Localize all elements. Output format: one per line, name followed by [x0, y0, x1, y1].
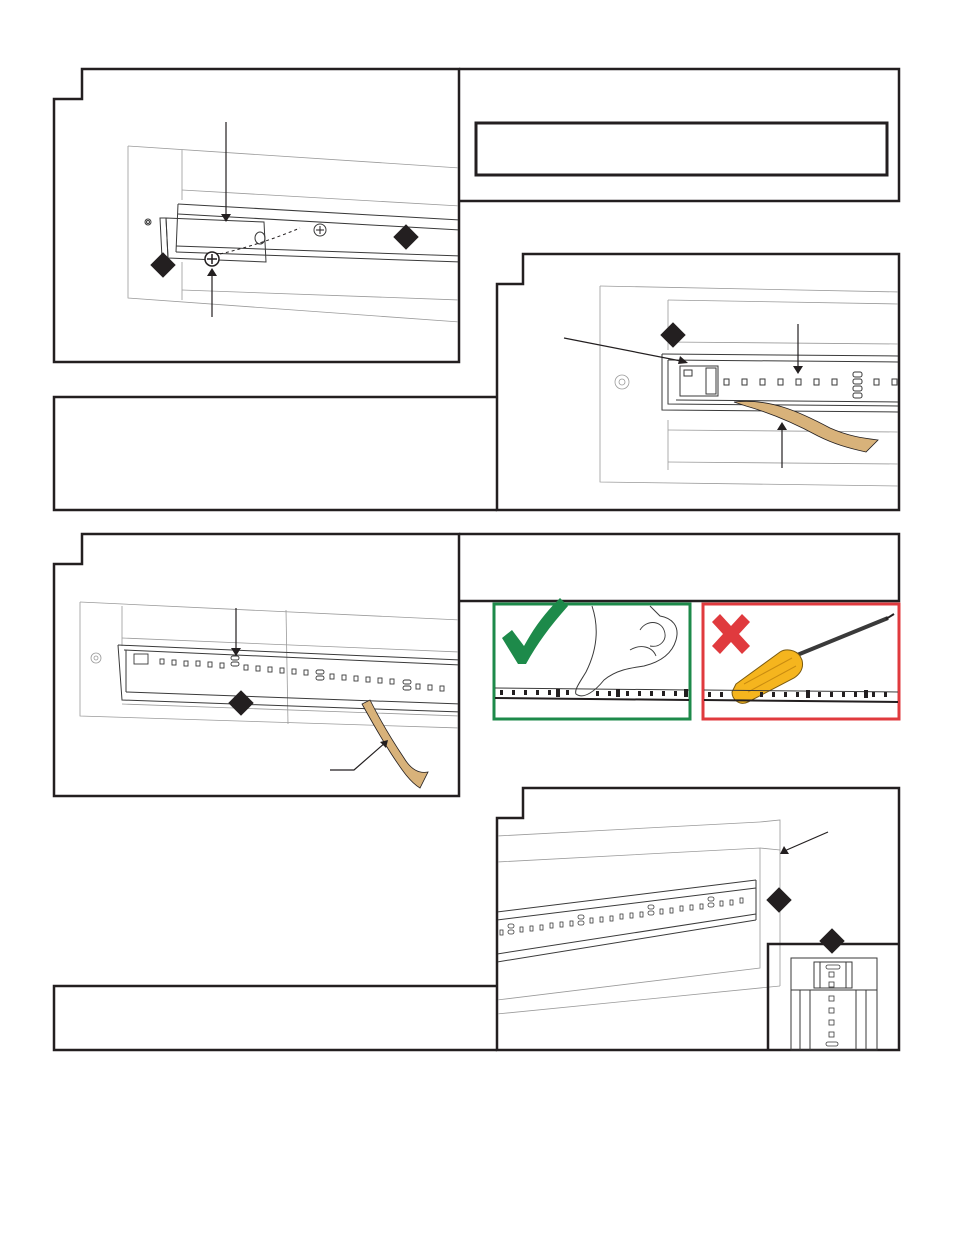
callout-diamond-d1	[766, 887, 791, 912]
led-row-d	[500, 897, 743, 935]
led-row-b	[724, 372, 897, 398]
led-row-c	[134, 654, 444, 691]
step-panel-4	[497, 788, 899, 1050]
correct-method-panel	[494, 598, 690, 719]
step-1-text-box	[459, 69, 899, 201]
step-panel-3	[54, 534, 460, 796]
step-2-text-box	[54, 397, 497, 510]
incorrect-method-panel	[703, 604, 899, 719]
step-panel-1	[54, 69, 460, 362]
callout-diamond-b	[660, 322, 685, 347]
step-3-text-box	[459, 534, 899, 601]
callout-diamond-a1	[150, 252, 175, 277]
callout-diamond-d2	[819, 928, 844, 953]
step-4-text-box	[54, 986, 497, 1050]
callout-diamond-c	[228, 690, 253, 715]
end-cap-detail-inset	[768, 928, 899, 1050]
step-panel-2	[497, 254, 900, 510]
callout-diamond-a2	[393, 224, 418, 249]
